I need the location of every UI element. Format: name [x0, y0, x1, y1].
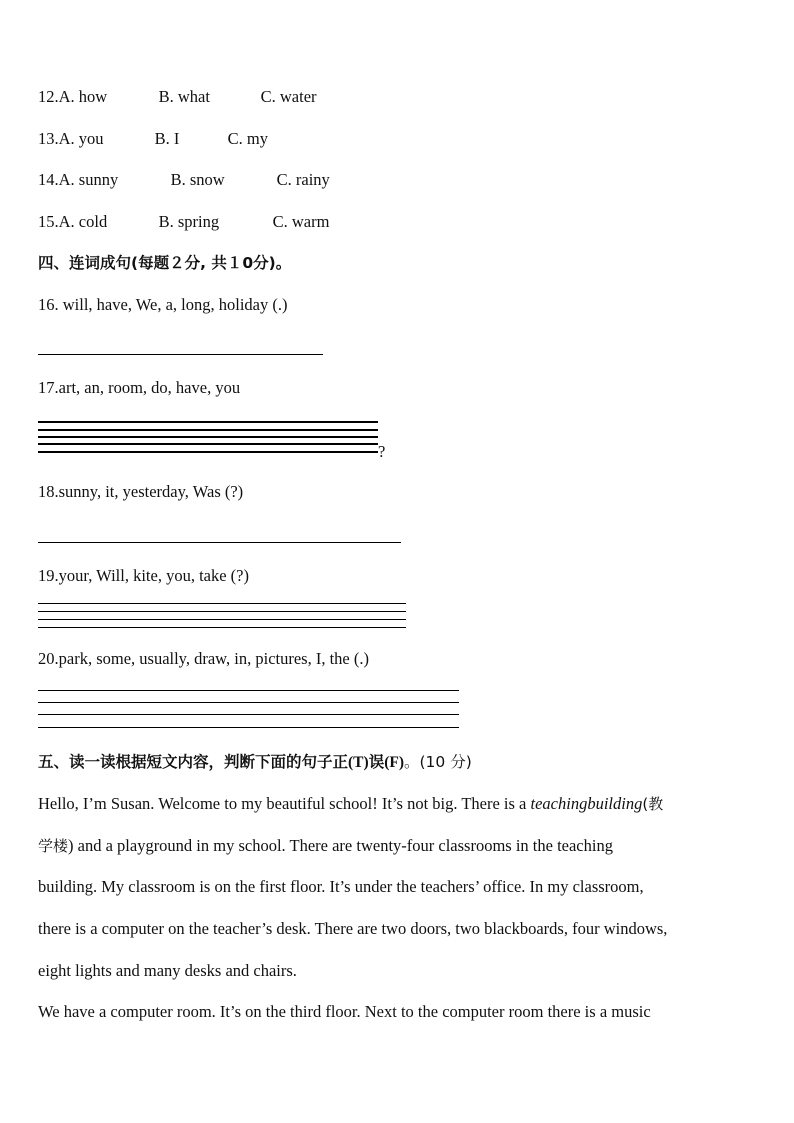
passage-line: [38, 836, 758, 856]
answer-line[interactable]: [38, 690, 459, 691]
question-number: 15.: [38, 212, 59, 231]
sentence-item-17: [38, 378, 240, 398]
question-mark: ?: [378, 442, 386, 461]
question-12: [38, 87, 317, 107]
answer-line[interactable]: [38, 702, 459, 703]
answer-line[interactable]: [38, 354, 323, 355]
item-words: art, an, room, do, have, you: [58, 378, 241, 397]
option-a: A. cold: [58, 212, 108, 231]
passage-line: there is a computer on the teacher’s desk. There are two doors, two blackboards, four windows,: [38, 919, 668, 938]
answer-line[interactable]: [38, 627, 406, 628]
title-text: 五、读一读根据短文内容，判断下面的句子正: [38, 753, 349, 771]
item-words: your, Will, kite, you, take (?): [58, 566, 249, 585]
section-4-title: 四、连词成句(每题２分, 共１0分)。: [38, 254, 292, 272]
item-words: will, have, We, a, long, holiday (.): [58, 295, 288, 314]
title-text: 误: [368, 753, 385, 771]
question-number: 13.: [38, 129, 59, 148]
answer-line[interactable]: [38, 603, 406, 604]
passage-line: [38, 794, 758, 814]
question-number: 14.: [38, 170, 59, 189]
passage-line: eight lights and many desks and chairs.: [38, 961, 297, 980]
option-c: C. my: [227, 129, 268, 148]
item-words: sunny, it, yesterday, Was (?): [58, 482, 244, 501]
option-b: B. I: [154, 129, 180, 148]
passage-text: 学楼: [38, 837, 69, 855]
item-words: park, some, usually, draw, in, pictures, I, the (.): [58, 649, 369, 668]
question-15: [38, 212, 329, 232]
passage-text: ) and a playground in my school. There are twenty-four classrooms in the teaching: [68, 836, 613, 855]
answer-line[interactable]: [38, 611, 406, 612]
option-b: B. snow: [170, 170, 225, 189]
answer-line[interactable]: [38, 619, 406, 620]
answer-line[interactable]: [38, 436, 378, 438]
answer-line[interactable]: [38, 443, 378, 445]
option-b: B. spring: [158, 212, 220, 231]
sentence-item-16: [38, 295, 287, 315]
option-c: C. warm: [272, 212, 330, 231]
passage-text: Hello, I’m Susan. Welcome to my beautiful school! It’s not big. There is a: [38, 794, 531, 813]
item-number: 19.: [38, 566, 59, 585]
option-a: A. sunny: [58, 170, 119, 189]
question-number: 12.: [38, 87, 59, 106]
answer-line[interactable]: [38, 727, 459, 728]
option-c: C. rainy: [276, 170, 330, 189]
false-marker: (F): [384, 754, 404, 771]
score-note: 。(10 分): [404, 753, 472, 771]
option-a: A. how: [58, 87, 108, 106]
passage-line: building. My classroom is on the first floor. It’s under the teachers’ office. In my classroom,: [38, 877, 644, 896]
question-13: [38, 129, 268, 149]
question-14: [38, 170, 330, 190]
answer-line[interactable]: [38, 429, 378, 431]
sentence-item-19: [38, 566, 249, 586]
answer-line[interactable]: [38, 421, 378, 423]
answer-line[interactable]: [38, 451, 378, 453]
true-marker: (T): [348, 754, 369, 771]
section-5-title: [38, 752, 472, 773]
passage-line: We have a computer room. It’s on the third floor. Next to the computer room there is a music: [38, 1002, 651, 1021]
answer-line[interactable]: [38, 714, 459, 715]
option-b: B. what: [158, 87, 210, 106]
item-number: 20.: [38, 649, 59, 668]
answer-line[interactable]: [38, 542, 401, 543]
item-number: 18.: [38, 482, 59, 501]
sentence-item-18: [38, 482, 243, 502]
passage-italic-word: teachingbuilding: [530, 794, 643, 813]
option-c: C. water: [260, 87, 317, 106]
item-number: 17.: [38, 378, 59, 397]
passage-text: (教: [642, 795, 664, 813]
option-a: A. you: [58, 129, 104, 148]
sentence-item-20: [38, 649, 369, 669]
item-number: 16.: [38, 295, 59, 314]
